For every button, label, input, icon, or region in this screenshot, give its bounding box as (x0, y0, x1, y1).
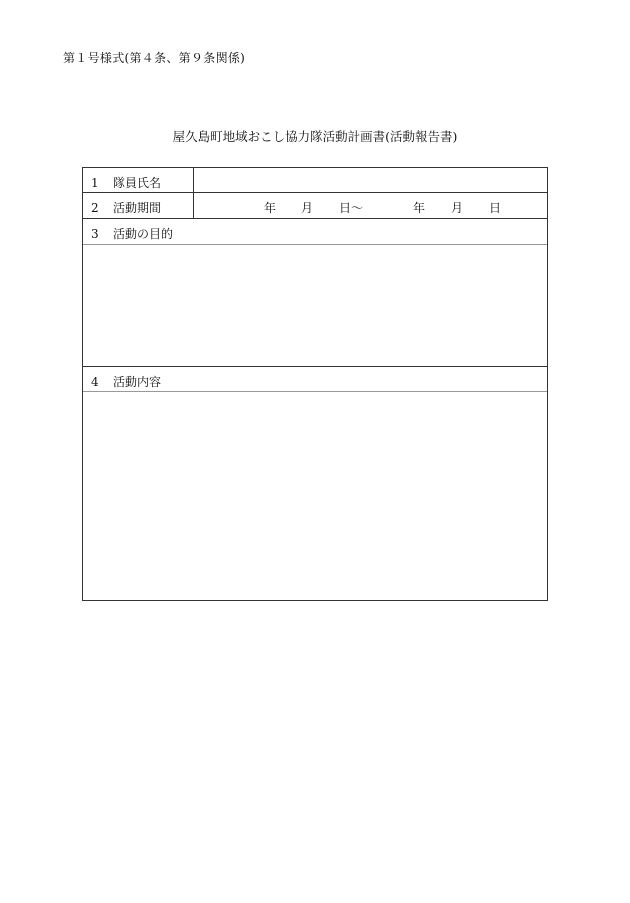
document-title: 屋久島町地域おこし協力隊活動計画書(活動報告書) (172, 129, 458, 144)
row-number: 4 (91, 375, 99, 389)
divider (83, 244, 547, 245)
activity-content-label: 活動内容 (113, 375, 162, 389)
period-end-year: 年 (413, 201, 426, 215)
divider (83, 366, 547, 367)
period-end-day: 日 (489, 201, 502, 215)
activity-content-area[interactable] (91, 397, 539, 593)
row-number: 3 (91, 227, 99, 241)
divider (83, 192, 547, 193)
member-name-label: 隊員氏名 (113, 176, 162, 190)
period-end-month: 月 (451, 201, 464, 215)
member-name-field[interactable] (203, 174, 543, 190)
form-table (82, 167, 548, 601)
row-number: 2 (91, 201, 99, 215)
period-start-year: 年 (264, 201, 277, 215)
period-start-day: 日〜 (339, 201, 364, 215)
purpose-content-area[interactable] (91, 250, 539, 362)
activity-period-label: 活動期間 (113, 201, 162, 215)
divider (83, 218, 547, 219)
form-number: 第１号様式(第４条、第９条関係) (63, 51, 246, 65)
row-purpose-label (91, 225, 173, 242)
row-number: 1 (91, 176, 99, 190)
row-activity-content-label (91, 373, 161, 390)
period-start-month: 月 (301, 201, 314, 215)
row-member-name-label (91, 174, 161, 191)
divider (83, 391, 547, 392)
row-activity-period-label (91, 199, 161, 216)
purpose-label: 活動の目的 (113, 227, 174, 241)
column-divider (193, 168, 194, 218)
